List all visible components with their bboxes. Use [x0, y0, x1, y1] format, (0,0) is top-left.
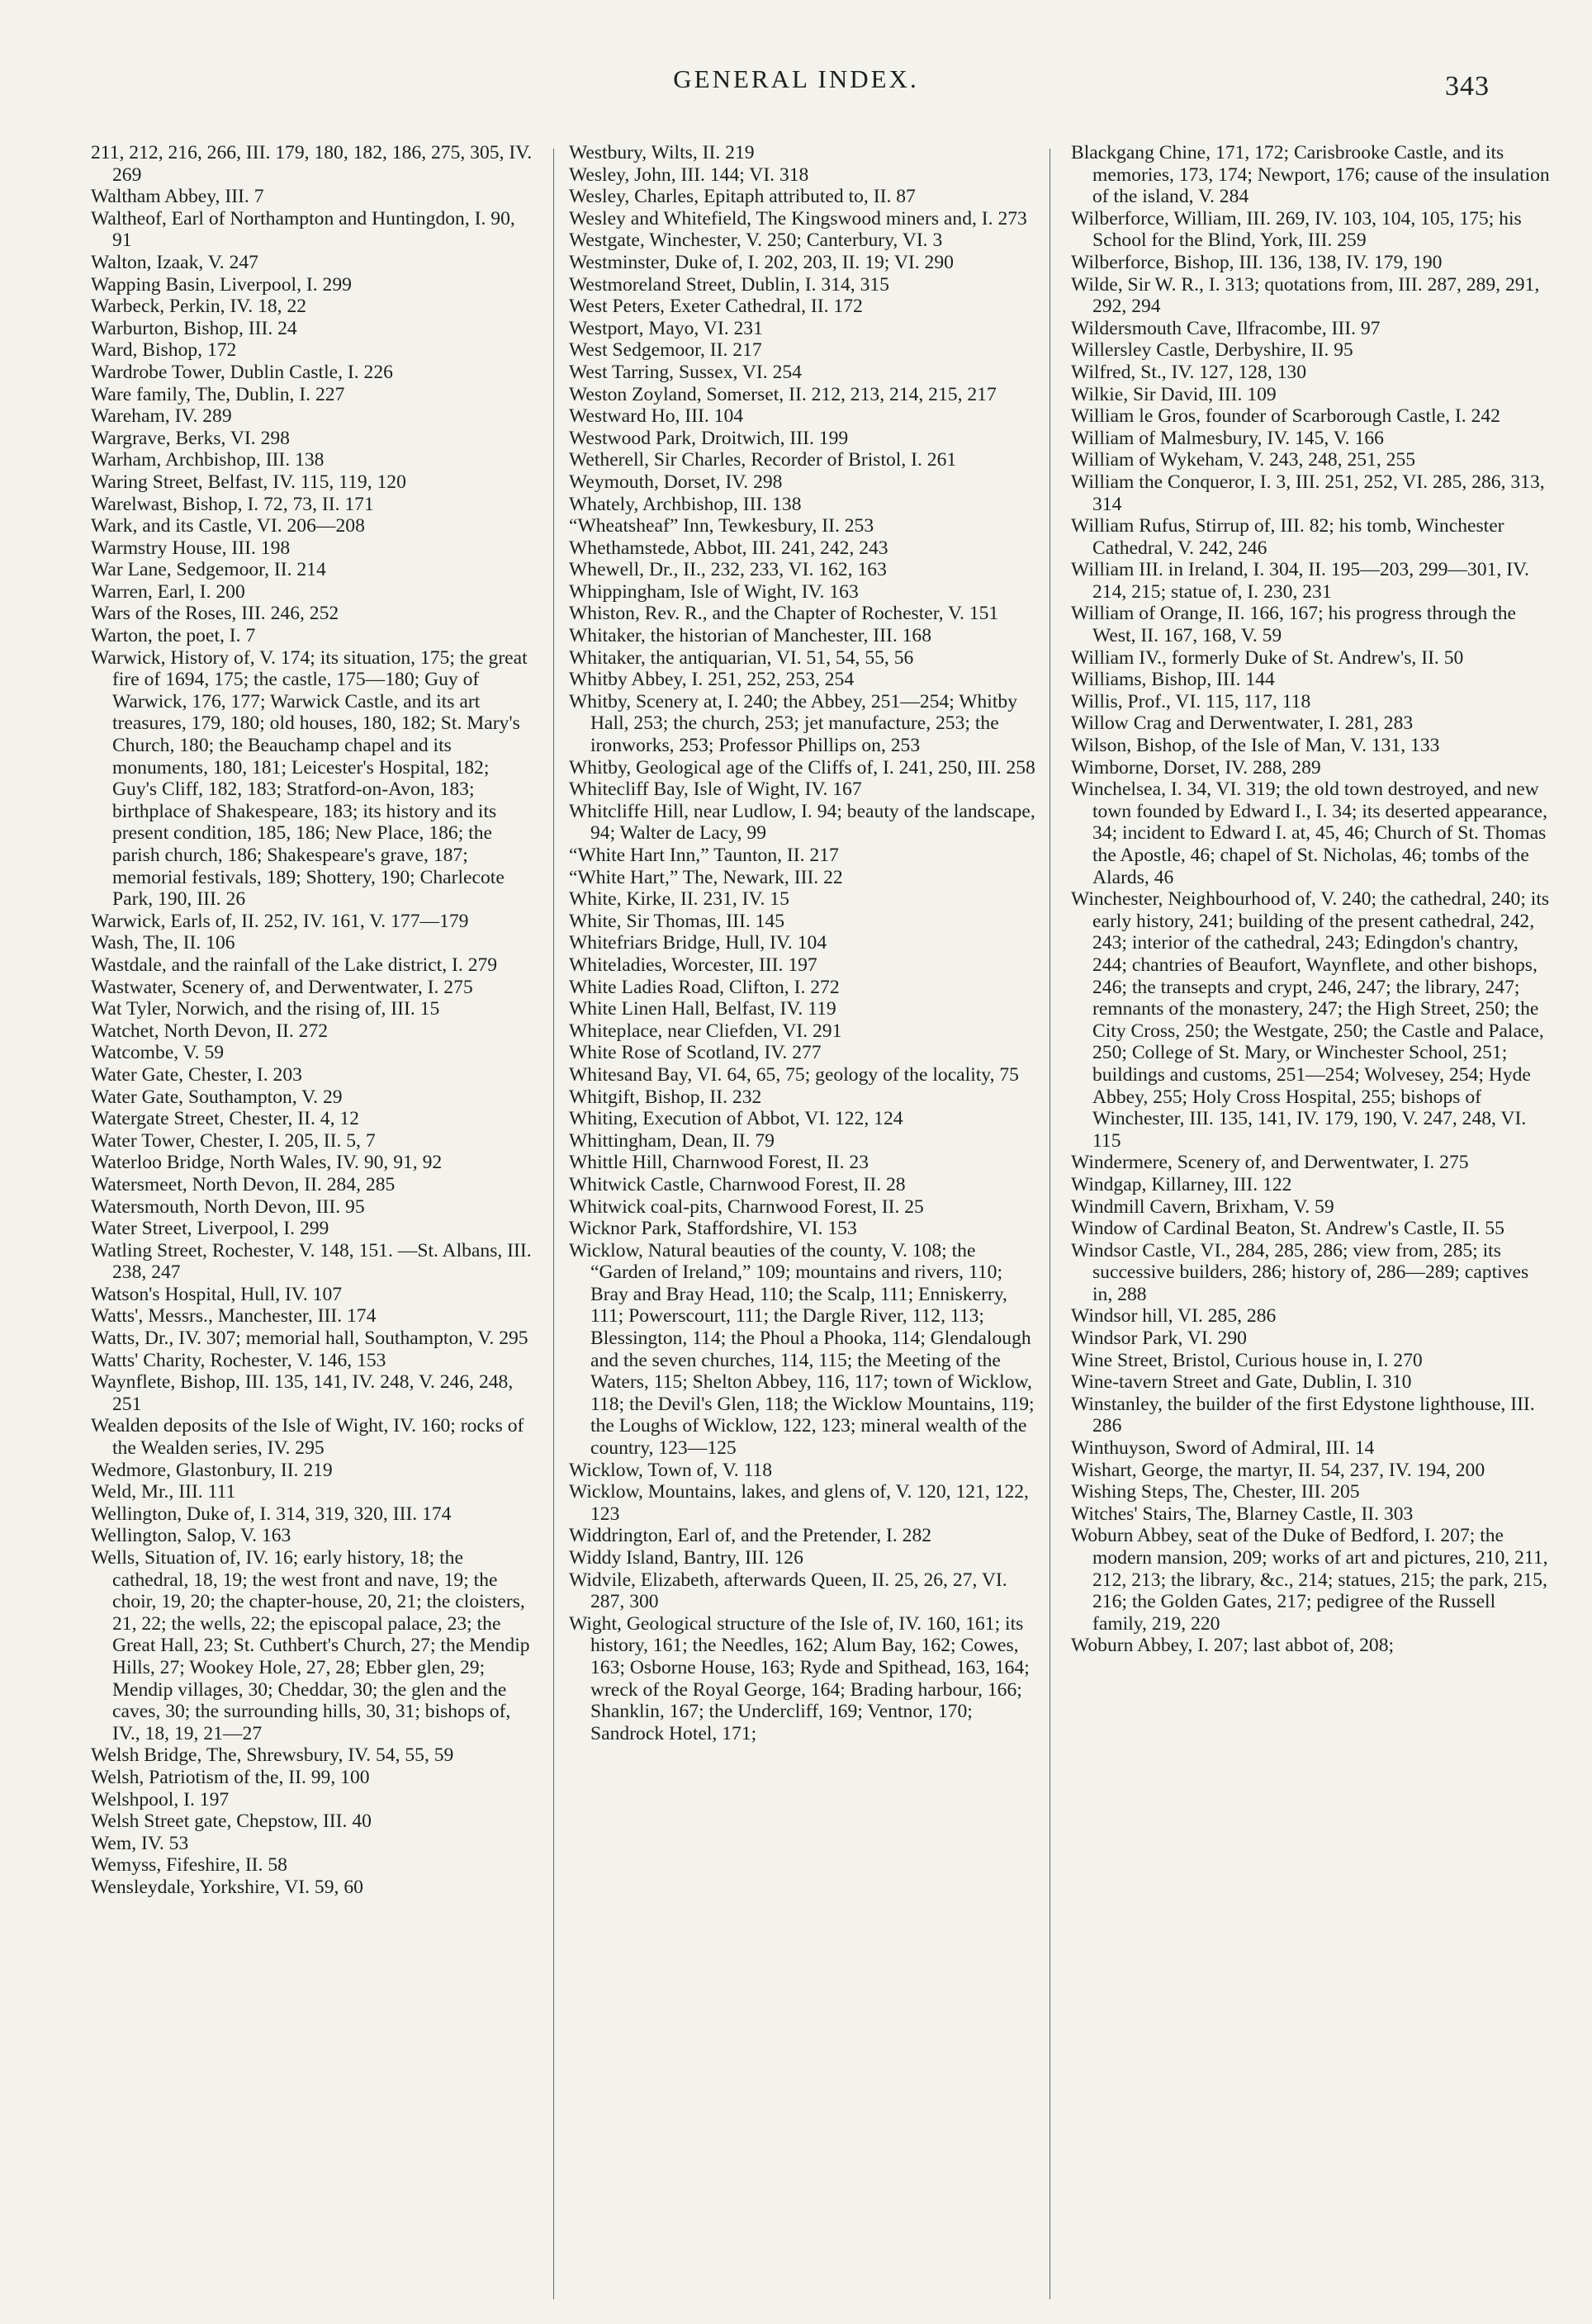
- index-entry: Widdy Island, Bantry, III. 126: [569, 1547, 803, 1569]
- index-entry: Wilde, Sir W. R., I. 313; quotations from, III. 287, 289, 291, 292, 294: [1071, 273, 1540, 318]
- index-entry: Watchet, North Devon, II. 272: [91, 1020, 329, 1042]
- index-entry: Whiteladies, Worcester, III. 197: [569, 954, 817, 976]
- index-entry: Waltheof, Earl of Northampton and Huntingdon, I. 90, 91: [91, 207, 515, 252]
- index-entry: “Wheatsheaf” Inn, Tewkesbury, II. 253: [569, 515, 874, 537]
- index-entry: Weston Zoyland, Somerset, II. 212, 213, 214, 215, 217: [569, 383, 997, 405]
- index-entry: Wellington, Salop, V. 163: [91, 1525, 291, 1547]
- index-entry: Wicklow, Mountains, lakes, and glens of, V. 120, 121, 122, 123: [569, 1481, 1029, 1525]
- index-entry: Watersmouth, North Devon, III. 95: [91, 1195, 365, 1218]
- index-entry: Wine Street, Bristol, Curious house in, I. 270: [1071, 1349, 1423, 1371]
- index-entry: Woburn Abbey, seat of the Duke of Bedford, I. 207; the modern mansion, 209; works of art and pictures, 210, 211, 212, 213; the library, &c., 214; statues, 215; the park, 215, 216; the Golden Gates, 217; pedigree of the Russell family, 219, 220: [1071, 1525, 1548, 1635]
- index-entry: Whittle Hill, Charnwood Forest, II. 23: [569, 1152, 869, 1174]
- index-entry: Wicknor Park, Staffordshire, VI. 153: [569, 1218, 857, 1240]
- index-entry: Waynflete, Bishop, III. 135, 141, IV. 248, V. 246, 248, 251: [91, 1371, 514, 1415]
- index-entry: Wellington, Duke of, I. 314, 319, 320, III. 174: [91, 1503, 452, 1525]
- index-entry: Window of Cardinal Beaton, St. Andrew's Castle, II. 55: [1071, 1218, 1504, 1240]
- index-entry: Warelwast, Bishop, I. 72, 73, II. 171: [91, 493, 374, 515]
- index-entry: White, Kirke, II. 231, IV. 15: [569, 888, 789, 911]
- index-entry: Watson's Hospital, Hull, IV. 107: [91, 1283, 343, 1305]
- index-entry: Widvile, Elizabeth, afterwards Queen, II. 25, 26, 27, VI. 287, 300: [569, 1569, 1007, 1613]
- index-entry: Whitecliff Bay, Isle of Wight, IV. 167: [569, 779, 862, 801]
- index-entry: Wetherell, Sir Charles, Recorder of Bristol, I. 261: [569, 449, 957, 471]
- index-entry: Warren, Earl, I. 200: [91, 580, 245, 603]
- index-entry: Watersmeet, North Devon, II. 284, 285: [91, 1173, 396, 1195]
- index-entry: Warburton, Bishop, III. 24: [91, 317, 297, 339]
- index-entry: Wishing Steps, The, Chester, III. 205: [1071, 1481, 1360, 1503]
- index-entry: Wem, IV. 53: [91, 1832, 189, 1854]
- index-entry: Winchelsea, I. 34, VI. 319; the old town destroyed, and new town founded by Edward I., I. 34; its deserted appearance, 34; incident to Edward I. at, 45, 46; Church of St. Thomas the Apostle, 46; chapel of St. Nicholas, 46; tombs of the Alards, 46: [1071, 779, 1547, 888]
- index-entry: Whitaker, the antiquarian, VI. 51, 54, 55, 56: [569, 646, 914, 669]
- index-entry: William of Orange, II. 166, 167; his progress through the West, II. 167, 168, V. 59: [1071, 603, 1516, 647]
- index-entry: Welsh Street gate, Chepstow, III. 40: [91, 1810, 372, 1833]
- index-entry: Windsor Park, VI. 290: [1071, 1328, 1247, 1350]
- index-entry: Westport, Mayo, VI. 231: [569, 317, 763, 339]
- index-entry: Warbeck, Perkin, IV. 18, 22: [91, 296, 307, 318]
- index-entry: Wilfred, St., IV. 127, 128, 130: [1071, 361, 1307, 383]
- index-entry: Whitgift, Bishop, II. 232: [569, 1086, 762, 1108]
- index-entry: Whiteplace, near Cliefden, VI. 291: [569, 1020, 842, 1042]
- index-entry: West Tarring, Sussex, VI. 254: [569, 361, 802, 383]
- index-entry: Windsor hill, VI. 285, 286: [1071, 1305, 1277, 1328]
- index-entry: Wilberforce, Bishop, III. 136, 138, IV. 179, 190: [1071, 251, 1443, 273]
- index-entry: Ware family, The, Dublin, I. 227: [91, 383, 345, 405]
- index-entry: West Sedgemoor, II. 217: [569, 339, 762, 362]
- index-entry: 211, 212, 216, 266, III. 179, 180, 182, 186, 275, 305, IV. 269: [91, 142, 533, 186]
- index-entry: Wilberforce, William, III. 269, IV. 103, 104, 105, 175; his School for the Blind, York, III. 259: [1071, 207, 1522, 252]
- index-entry: William le Gros, founder of Scarborough Castle, I. 242: [1071, 405, 1500, 428]
- index-column-1: [91, 142, 537, 1899]
- index-column-3: [1071, 142, 1550, 1657]
- index-entry: Waring Street, Belfast, IV. 115, 119, 120: [91, 471, 406, 493]
- index-entry: Willow Crag and Derwentwater, I. 281, 283: [1071, 712, 1414, 735]
- index-entry: William IV., formerly Duke of St. Andrew's, II. 50: [1071, 646, 1464, 669]
- index-entry: Westgate, Winchester, V. 250; Canterbury, VI. 3: [569, 230, 943, 252]
- index-entry: Warham, Archbishop, III. 138: [91, 449, 325, 471]
- index-entry: Wat Tyler, Norwich, and the rising of, III. 15: [91, 998, 440, 1020]
- index-entry: Watts, Dr., IV. 307; memorial hall, Southampton, V. 295: [91, 1328, 528, 1350]
- index-entry: Water Street, Liverpool, I. 299: [91, 1218, 329, 1240]
- index-entry: Wicklow, Town of, V. 118: [569, 1459, 773, 1481]
- index-entry: Whippingham, Isle of Wight, IV. 163: [569, 580, 859, 603]
- index-entry: Whitby, Geological age of the Cliffs of, I. 241, 250, III. 258: [569, 756, 1035, 779]
- index-entry: Wesley, John, III. 144; VI. 318: [569, 163, 809, 186]
- index-entry: Windmill Cavern, Brixham, V. 59: [1071, 1195, 1334, 1218]
- index-entry: Walton, Izaak, V. 247: [91, 251, 258, 273]
- index-entry: Wicklow, Natural beauties of the county, V. 108; the “Garden of Ireland,” 109; mountains and rivers, 110; Bray and Bray Head, 110; the Scalp, 111; Enniskerry, 111; Powerscourt, 111; the Dargle River, 112, 113; Blessington, 114; the Phoul a Phooka, 114; Glendalough and the seven churches, 114, 115; the Meeting of the Waters, 115; Shelton Abbey, 116, 117; town of Wicklow, 118; the Devil's Glen, 118; the Wicklow Mountains, 119; the Loughs of Wicklow, 122, 123; mineral wealth of the country, 123—125: [569, 1239, 1035, 1460]
- index-entry: Watts' Charity, Rochester, V. 146, 153: [91, 1349, 386, 1371]
- index-entry: Weld, Mr., III. 111: [91, 1481, 236, 1503]
- index-entry: Whewell, Dr., II., 232, 233, VI. 162, 163: [569, 559, 887, 581]
- index-entry: Water Gate, Chester, I. 203: [91, 1063, 302, 1086]
- index-entry: Westmoreland Street, Dublin, I. 314, 315: [569, 273, 889, 296]
- index-entry: William Rufus, Stirrup of, III. 82; his tomb, Winchester Cathedral, V. 242, 246: [1071, 515, 1504, 559]
- index-entry: William III. in Ireland, I. 304, II. 195—203, 299—301, IV. 214, 215; statue of, I. 230, 231: [1071, 559, 1529, 603]
- index-entry: Wells, Situation of, IV. 16; early history, 18; the cathedral, 18, 19; the west front and nave, 19; the choir, 19, 20; the chapter-house, 20, 21; the cloisters, 21, 22; the wells, 22; the episcopal palace, 23; the Great Hall, 23; St. Cuthbert's Church, 27; the Mendip Hills, 27; Wookey Hole, 27, 28; Ebber glen, 29; Mendip villages, 30; Cheddar, 30; the glen and the caves, 30; the surrounding hills, 30, 31; bishops of, IV., 18, 19, 21—27: [91, 1547, 530, 1744]
- index-entry: War Lane, Sedgemoor, II. 214: [91, 559, 326, 581]
- index-entry: Wensleydale, Yorkshire, VI. 59, 60: [91, 1876, 363, 1898]
- index-entry: Willis, Prof., VI. 115, 117, 118: [1071, 690, 1311, 712]
- index-entry: Westward Ho, III. 104: [569, 405, 744, 428]
- index-entry: Whethamstede, Abbot, III. 241, 242, 243: [569, 537, 888, 559]
- index-entry: Warton, the poet, I. 7: [91, 625, 256, 647]
- index-entry: Warmstry House, III. 198: [91, 537, 291, 559]
- index-entry: Whitcliffe Hill, near Ludlow, I. 94; beauty of the landscape, 94; Walter de Lacy, 99: [569, 800, 1035, 845]
- index-column-2: [569, 142, 1045, 1744]
- index-entry: Wilkie, Sir David, III. 109: [1071, 383, 1277, 405]
- index-entry: White Rose of Scotland, IV. 277: [569, 1042, 822, 1064]
- index-entry: Waterloo Bridge, North Wales, IV. 90, 91, 92: [91, 1152, 443, 1174]
- index-entry: White Linen Hall, Belfast, IV. 119: [569, 998, 836, 1020]
- index-entry: Whately, Archbishop, III. 138: [569, 493, 802, 515]
- index-entry: Welshpool, I. 197: [91, 1788, 230, 1810]
- index-entry: Wimborne, Dorset, IV. 288, 289: [1071, 756, 1321, 779]
- index-entry: William the Conqueror, I. 3, III. 251, 252, VI. 285, 286, 313, 314: [1071, 471, 1545, 515]
- index-entry: Wark, and its Castle, VI. 206—208: [91, 515, 365, 537]
- index-entry: Water Tower, Chester, I. 205, II. 5, 7: [91, 1129, 376, 1152]
- index-entry: Water Gate, Southampton, V. 29: [91, 1086, 343, 1108]
- page-number: 343: [1445, 71, 1490, 102]
- index-entry: Whiston, Rev. R., and the Chapter of Rochester, V. 151: [569, 603, 999, 625]
- index-entry: Wilson, Bishop, of the Isle of Man, V. 131, 133: [1071, 735, 1440, 757]
- index-entry: Winstanley, the builder of the first Edystone lighthouse, III. 286: [1071, 1393, 1535, 1437]
- index-entry: Waltham Abbey, III. 7: [91, 186, 264, 208]
- index-entry: Williams, Bishop, III. 144: [1071, 669, 1275, 691]
- index-entry: Willersley Castle, Derbyshire, II. 95: [1071, 339, 1353, 362]
- index-entry: Whitesand Bay, VI. 64, 65, 75; geology of the locality, 75: [569, 1063, 1019, 1086]
- index-entry: Whitwick coal-pits, Charnwood Forest, II. 25: [569, 1195, 924, 1218]
- index-entry: Wastdale, and the rainfall of the Lake district, I. 279: [91, 954, 498, 976]
- index-entry: “White Hart,” The, Newark, III. 22: [569, 866, 843, 888]
- index-entry: Watergate Street, Chester, II. 4, 12: [91, 1108, 359, 1130]
- index-entry: Wapping Basin, Liverpool, I. 299: [91, 273, 352, 296]
- index-entry: Watling Street, Rochester, V. 148, 151. —St. Albans, III. 238, 247: [91, 1239, 532, 1284]
- index-entry: William of Malmesbury, IV. 145, V. 166: [1071, 427, 1384, 449]
- index-entry: White, Sir Thomas, III. 145: [569, 910, 785, 932]
- index-entry: Wash, The, II. 106: [91, 932, 235, 954]
- index-entry: Witches' Stairs, The, Blarney Castle, II. 303: [1071, 1503, 1414, 1525]
- index-entry: Wastwater, Scenery of, and Derwentwater, I. 275: [91, 976, 473, 998]
- index-entry: Wesley and Whitefield, The Kingswood miners and, I. 273: [569, 207, 1027, 230]
- index-entry: Windsor Castle, VI., 284, 285, 286; view from, 285; its successive builders, 286; history of, 286—289; captives in, 288: [1071, 1239, 1529, 1305]
- index-entry: Westbury, Wilts, II. 219: [569, 142, 755, 163]
- index-entry: Whiting, Execution of Abbot, VI. 122, 124: [569, 1108, 903, 1130]
- index-entry: Wars of the Roses, III. 246, 252: [91, 603, 339, 625]
- index-entry: Westwood Park, Droitwich, III. 199: [569, 427, 849, 449]
- index-entry: Widdrington, Earl of, and the Pretender, I. 282: [569, 1525, 932, 1547]
- index-entry: Wishart, George, the martyr, II. 54, 237, IV. 194, 200: [1071, 1459, 1485, 1481]
- index-entry: Wareham, IV. 289: [91, 405, 232, 428]
- index-entry: Ward, Bishop, 172: [91, 339, 237, 362]
- index-entry: Wardrobe Tower, Dublin Castle, I. 226: [91, 361, 393, 383]
- index-entry: Whitefriars Bridge, Hull, IV. 104: [569, 932, 827, 954]
- page-header: [0, 64, 1592, 106]
- index-entry: Westminster, Duke of, I. 202, 203, II. 19; VI. 290: [569, 251, 954, 273]
- index-entry: Warwick, History of, V. 174; its situation, 175; the great fire of 1694, 175; the castle, 175—180; Guy of Warwick, 176, 177; Warwick Castle, and its art treasures, 179, 180; old houses, 180, 182; St. Mary's Church, 180; the Beauchamp chapel and its monuments, 180, 181; Leicester's Hospital, 182; Guy's Cliff, 182, 183; Stratford-on-Avon, 183; birthplace of Shakespeare, 183; its history and its present condition, 185, 186; New Place, 186; the parish church, 186; Shakespeare's grave, 187; memorial festivals, 189; Shottery, 190; Charlecote Park, 190, III. 26: [91, 646, 528, 911]
- index-entry: Watcombe, V. 59: [91, 1042, 225, 1064]
- index-entry: Whitby Abbey, I. 251, 252, 253, 254: [569, 669, 855, 691]
- column-divider: [1049, 149, 1050, 2299]
- index-entry: Whitby, Scenery at, I. 240; the Abbey, 251—254; Whitby Hall, 253; the church, 253; jet manufacture, 253; the ironworks, 253; Professor Phillips on, 253: [569, 690, 1018, 757]
- index-entry: West Peters, Exeter Cathedral, II. 172: [569, 296, 863, 318]
- index-entry: Wealden deposits of the Isle of Wight, IV. 160; rocks of the Wealden series, IV. 295: [91, 1415, 524, 1460]
- index-entry: Whittingham, Dean, II. 79: [569, 1129, 775, 1152]
- index-entry: Welsh, Patriotism of the, II. 99, 100: [91, 1766, 370, 1788]
- index-entry: Welsh Bridge, The, Shrewsbury, IV. 54, 55, 59: [91, 1744, 454, 1767]
- index-entry: Winchester, Neighbourhood of, V. 240; the cathedral, 240; its early history, 241; building of the present cathedral, 242, 243; interior of the cathedral, 243; Edingdon's chantry, 244; chantries of Beaufort, Waynflete, and other bishops, 246; the transepts and crypt, 246, 247; the library, 247; remnants of the monastery, 247; the High Street, 250; the City Cross, 250; the Westgate, 250; the Castle and Palace, 250; College of St. Mary, or Winchester School, 251; buildings and customs, 251—254; Wolvesey, 254; Hyde Abbey, 255; Holy Cross Hospital, 255; bishops of Winchester, III. 135, 141, IV. 179, 190, V. 247, 248, VI. 115: [1071, 888, 1550, 1152]
- index-entry: William of Wykeham, V. 243, 248, 251, 255: [1071, 449, 1416, 471]
- index-entry: White Ladies Road, Clifton, I. 272: [569, 976, 840, 998]
- index-entry: Weymouth, Dorset, IV. 298: [569, 471, 783, 493]
- index-entry: Whitaker, the historian of Manchester, III. 168: [569, 625, 932, 647]
- index-entry: Wesley, Charles, Epitaph attributed to, II. 87: [569, 186, 916, 208]
- index-entry: Blackgang Chine, 171, 172; Carisbrooke Castle, and its memories, 173, 174; Newport, 176; cause of the insulation of the island, V. 284: [1071, 142, 1550, 208]
- index-entry: Wargrave, Berks, VI. 298: [91, 427, 290, 449]
- index-entry: Winthuyson, Sword of Admiral, III. 14: [1071, 1437, 1375, 1460]
- index-entry: Warwick, Earls of, II. 252, IV. 161, V. 177—179: [91, 910, 469, 932]
- index-entry: Watts', Messrs., Manchester, III. 174: [91, 1305, 377, 1328]
- index-entry: Windermere, Scenery of, and Derwentwater, I. 275: [1071, 1152, 1469, 1174]
- index-entry: Whitwick Castle, Charnwood Forest, II. 28: [569, 1173, 906, 1195]
- column-divider: [553, 149, 554, 2299]
- index-entry: Woburn Abbey, I. 207; last abbot of, 208;: [1071, 1635, 1395, 1657]
- index-entry: Wedmore, Glastonbury, II. 219: [91, 1459, 333, 1481]
- index-entry: “White Hart Inn,” Taunton, II. 217: [569, 845, 839, 866]
- index-entry: Windgap, Killarney, III. 122: [1071, 1173, 1292, 1195]
- index-entry: Wight, Geological structure of the Isle of, IV. 160, 161; its history, 161; the Needles, 162; Alum Bay, 162; Cowes, 163; Osborne House, 163; Ryde and Spithead, 163, 164; wreck of the Royal George, 164; Brading harbour, 166; Shanklin, 167; the Undercliff, 169; Ventnor, 170; Sandrock Hotel, 171;: [569, 1612, 1030, 1744]
- index-entry: Wine-tavern Street and Gate, Dublin, I. 310: [1071, 1371, 1412, 1394]
- index-entry: Wildersmouth Cave, Ilfracombe, III. 97: [1071, 317, 1381, 339]
- running-head: GENERAL INDEX.: [673, 64, 919, 93]
- index-entry: Wemyss, Fifeshire, II. 58: [91, 1854, 287, 1877]
